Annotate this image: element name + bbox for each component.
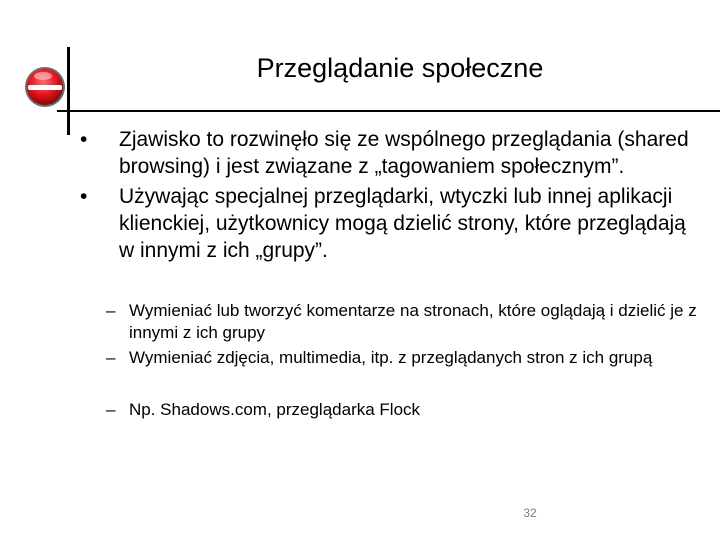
sub-bullet-list — [106, 300, 702, 424]
bullet-item — [80, 126, 705, 180]
red-orb-icon — [23, 65, 67, 109]
sub-bullet-item — [106, 300, 702, 344]
sub-bullet-item — [106, 399, 702, 421]
sub-bullet-mark: – — [106, 400, 116, 419]
sub-bullet-text: Wymieniać zdjęcia, multimedia, itp. z przeglądanych stron z ich grupą — [129, 348, 653, 367]
vertical-rule — [67, 47, 70, 135]
bullet-mark: • — [80, 128, 88, 151]
bullet-mark: • — [80, 185, 88, 208]
sub-bullet-item — [106, 347, 702, 369]
page-number: 32 — [523, 506, 537, 520]
bullet-text: Używając specjalnej przeglądarki, wtyczki lub innej aplikacji klienckiej, użytkownicy mogą dzielić strony, które przeglądają w innymi z ich „grupy”. — [119, 185, 686, 262]
sub-bullet-text: Wymieniać lub tworzyć komentarze na stronach, które oglądają i dzielić je z innymi z ich grupy — [129, 301, 697, 342]
slide-title: Przeglądanie społeczne — [256, 53, 544, 83]
sub-bullet-text: Np. Shadows.com, przeglądarka Flock — [129, 400, 421, 419]
horizontal-rule — [57, 110, 720, 112]
bullet-item — [80, 183, 705, 264]
sub-bullet-mark: – — [106, 348, 116, 367]
bullet-list — [80, 126, 705, 267]
bullet-text: Zjawisko to rozwinęło się ze wspólnego przeglądania (shared browsing) i jest związane z „tagowaniem społecznym”. — [119, 128, 689, 178]
sub-bullet-mark: – — [106, 301, 116, 320]
